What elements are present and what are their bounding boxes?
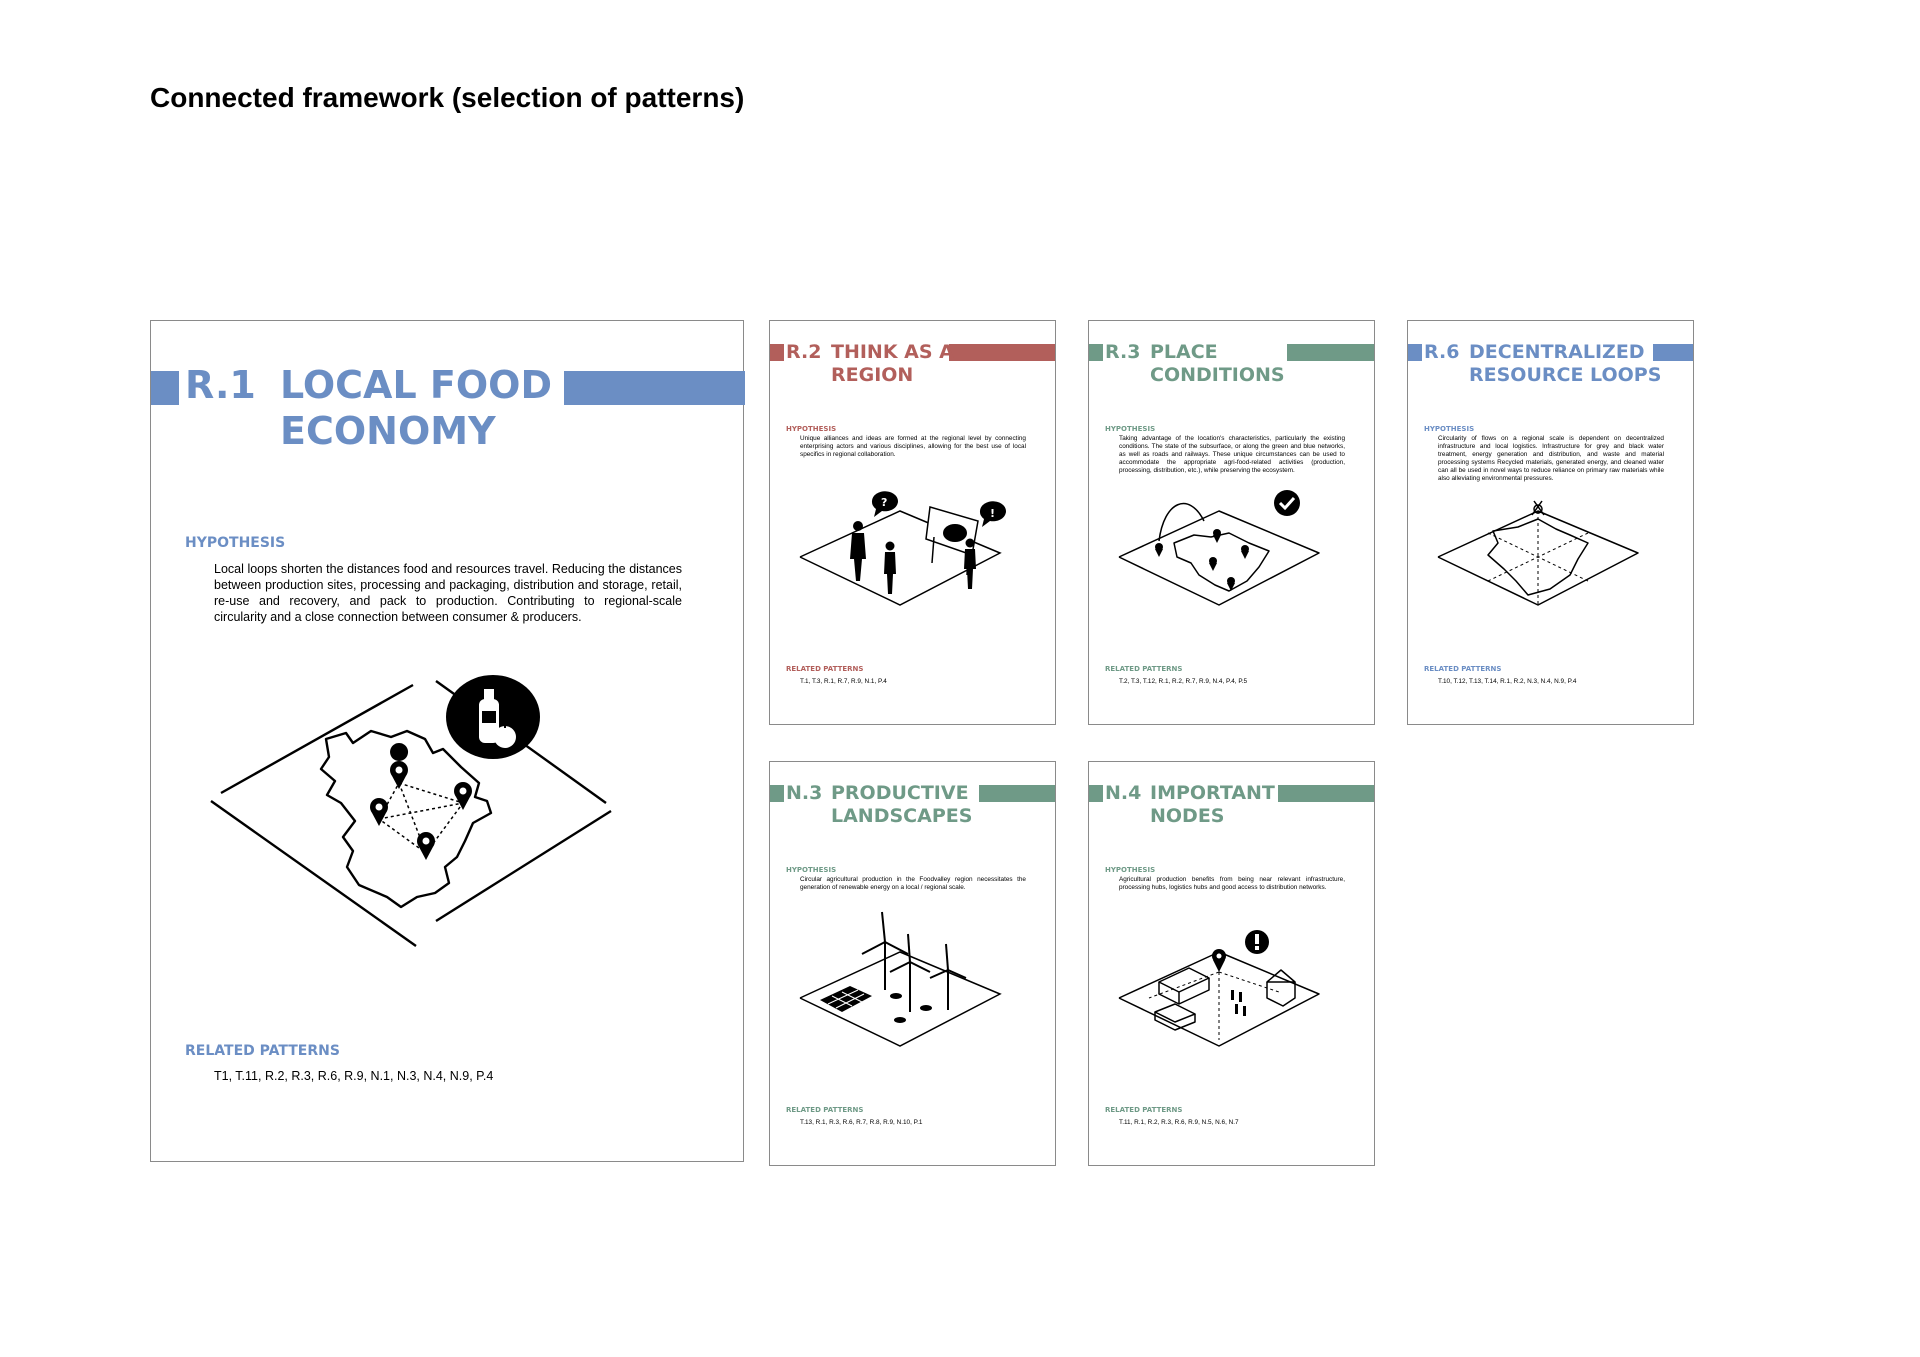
hypothesis-text: Circularity of flows on a regional scale is dependent on decentralized infrastructure and local logistics. Infrastructure for grey and black water treatment, energy generation and distribution, and waste and material processing systems Recycled materials, generated energy, and cleaned water can all be used in novel ways to reduce reliance on primary raw materials while also alleviating environmental pressures. xyxy=(1438,435,1664,482)
pattern-card-r6[interactable] xyxy=(1407,320,1694,725)
accent-tab xyxy=(770,344,784,361)
pattern-title: IMPORTANT NODES xyxy=(1150,782,1275,827)
accent-tab xyxy=(1089,785,1103,802)
pattern-title: DECENTRALIZED RESOURCE LOOPS xyxy=(1469,341,1662,386)
pattern-card-r1[interactable] xyxy=(150,320,744,1162)
people-discussing-board-icon xyxy=(800,471,1030,641)
hypothesis-text: Circular agricultural production in the Foodvalley region necessitates the generation of renewable energy on a local / regional scale. xyxy=(800,876,1026,891)
accent-tab xyxy=(1089,344,1103,361)
related-patterns-heading: RELATED PATTERNS xyxy=(1105,665,1183,673)
related-patterns-list: T.1, T.3, R.1, R.7, R.9, N.1, P.4 xyxy=(800,678,887,685)
accent-tab xyxy=(151,371,179,405)
related-patterns-heading: RELATED PATTERNS xyxy=(1424,665,1502,673)
related-patterns-list: T.11, R.1, R.2, R.3, R.6, R.9, N.5, N.6, N.7 xyxy=(1119,1119,1239,1126)
page-title: Connected framework (selection of patterns) xyxy=(150,82,745,113)
accent-tab xyxy=(770,785,784,802)
svg-text:?: ? xyxy=(881,496,888,509)
hypothesis-text: Taking advantage of the location's characteristics, particularly the existing conditions. The state of the subsurface, or along the green and blue networks, as well as roads and railways. These unique circumstances can be used to accommodate the appropriate agri-food-related activities (production, processing, distribution, etc.), while preserving the ecosystem. xyxy=(1119,435,1345,474)
related-patterns-heading: RELATED PATTERNS xyxy=(786,665,864,673)
hypothesis-heading: HYPOTHESIS xyxy=(1424,425,1475,433)
pattern-card-n4[interactable] xyxy=(1088,761,1375,1166)
hypothesis-heading: HYPOTHESIS xyxy=(1105,866,1156,874)
pattern-title: PLACE CONDITIONS xyxy=(1150,341,1285,386)
hypothesis-text: Agricultural production benefits from being near relevant infrastructure, processing hubs, logistics hubs and good access to distribution networks. xyxy=(1119,876,1345,891)
hypothesis-heading: HYPOTHESIS xyxy=(786,425,837,433)
pattern-code: R.2 xyxy=(786,341,822,363)
hypothesis-heading: HYPOTHESIS xyxy=(786,866,837,874)
greenhouse-node-alert-icon xyxy=(1119,912,1349,1082)
pattern-code: R.6 xyxy=(1424,341,1460,363)
pattern-card-r3[interactable] xyxy=(1088,320,1375,725)
related-patterns-heading: RELATED PATTERNS xyxy=(1105,1106,1183,1114)
related-patterns-list: T.10, T.12, T.13, T.14, R.1, R.2, N.3, N.4, N.9, P.4 xyxy=(1438,678,1577,685)
related-patterns-list: T1, T.11, R.2, R.3, R.6, R.9, N.1, N.3, N.4, N.9, P.4 xyxy=(214,1069,494,1083)
pattern-card-n3[interactable] xyxy=(769,761,1056,1166)
hypothesis-text: Local loops shorten the distances food and resources travel. Reducing the distances between production sites, processing and packaging, distribution and storage, retail, re-use and recovery, and pack to production. Contributing to regional-scale circularity and a close connection between consumer & producers. xyxy=(214,562,682,624)
pattern-title: THINK AS A REGION xyxy=(831,341,954,386)
related-patterns-heading: RELATED PATTERNS xyxy=(185,1043,340,1059)
wind-turbines-solar-panels-icon xyxy=(800,912,1030,1082)
map-with-resource-loop-icon xyxy=(1438,471,1668,641)
pattern-code: R.1 xyxy=(185,363,256,407)
related-patterns-heading: RELATED PATTERNS xyxy=(786,1106,864,1114)
map-with-pins-and-check-icon xyxy=(1119,471,1349,641)
related-patterns-list: T.13, R.1, R.3, R.6, R.7, R.8, R.9, N.10, P.1 xyxy=(800,1119,923,1126)
pattern-code: R.3 xyxy=(1105,341,1141,363)
pattern-code: N.3 xyxy=(786,782,823,804)
map-with-pins-and-bottle-apple-icon xyxy=(211,671,631,971)
hypothesis-heading: HYPOTHESIS xyxy=(185,535,286,551)
accent-bar xyxy=(564,371,745,405)
pattern-title: LOCAL FOOD ECONOMY xyxy=(280,363,553,453)
pattern-code: N.4 xyxy=(1105,782,1142,804)
pattern-title: PRODUCTIVE LANDSCAPES xyxy=(831,782,973,827)
pattern-card-r2[interactable] xyxy=(769,320,1056,725)
hypothesis-text: Unique alliances and ideas are formed at the regional level by connecting enterprising actors and various disciplines, allowing for the best use of local specifics in regional collaboration. xyxy=(800,435,1026,458)
svg-text:!: ! xyxy=(990,507,996,520)
hypothesis-heading: HYPOTHESIS xyxy=(1105,425,1156,433)
related-patterns-list: T.2, T.3, T.12, R.1, R.2, R.7, R.9, N.4, P.4, P.5 xyxy=(1119,678,1248,685)
accent-tab xyxy=(1408,344,1422,361)
